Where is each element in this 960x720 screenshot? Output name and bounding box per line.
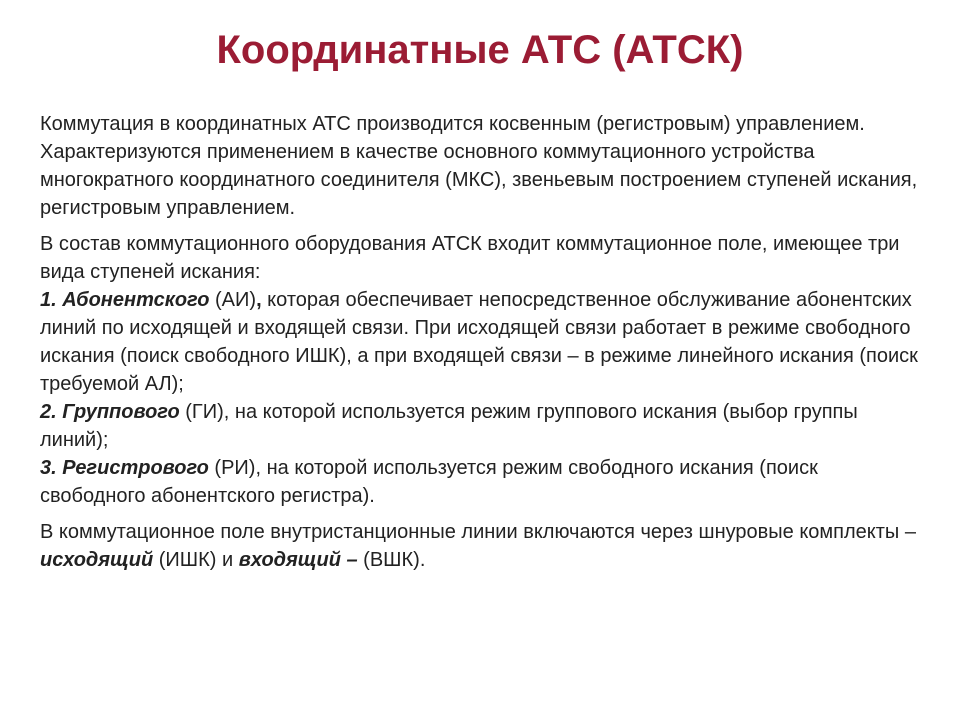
composition-lead: В состав коммутационного оборудования АТСК входит коммутационное поле, имеющее три вида ступеней искания:	[40, 233, 900, 283]
intro-paragraph-2: Характеризуются применением в качестве основного коммутационного устройства многократного координатного соединителя (МКС), звеньевым построением ступеней искания, регистровым управлением.	[40, 141, 918, 219]
cord-outgoing-abbr: (ИШК) и	[153, 549, 239, 571]
stage-comma: ,	[256, 289, 262, 311]
stage-label: 2. Группового	[40, 401, 180, 423]
paragraph-gap	[40, 222, 920, 230]
stage-text: на которой используется режим свободного искания (поиск свободного абонентского регистра).	[40, 457, 818, 507]
cord-outgoing-term: исходящий	[40, 549, 154, 571]
stage-abbr: (РИ)	[214, 457, 256, 479]
stage-label: 1. Абонентского	[40, 289, 210, 311]
slide-body	[40, 110, 920, 574]
stage-comma: ,	[223, 401, 230, 423]
slide-title: Координатные АТС (АТСК)	[216, 28, 744, 72]
cord-incoming-term: входящий –	[238, 549, 358, 571]
cord-incoming-abbr: (ВШК).	[357, 549, 426, 571]
cord-sets-prefix: В коммутационное поле внутристанционные линии включаются через шнуровые комплекты –	[40, 521, 916, 543]
cord-sets-paragraph	[40, 518, 920, 574]
stage-comma: ,	[255, 457, 262, 479]
intro-paragraph-1: Коммутация в координатных АТС производится косвенным (регистровым) управлением.	[40, 113, 865, 135]
stage-abbr: (АИ)	[215, 289, 257, 311]
stage-item-subscriber	[40, 286, 920, 398]
stage-text: на которой используется режим группового искания (выбор группы линий);	[40, 401, 858, 451]
stage-item-group	[40, 398, 920, 454]
stage-abbr: (ГИ)	[185, 401, 224, 423]
stage-text: которая обеспечивает непосредственное обслуживание абонентских линий по исходящей и входящей связи. При исходящей связи работает в режиме свободного искания (поиск свободного ИШК), а при входящей связи – в режиме линейного искания (поиск требуемой АЛ);	[40, 289, 918, 395]
stage-item-register	[40, 454, 920, 510]
paragraph-gap	[40, 510, 920, 518]
stage-label: 3. Регистрового	[40, 457, 209, 479]
